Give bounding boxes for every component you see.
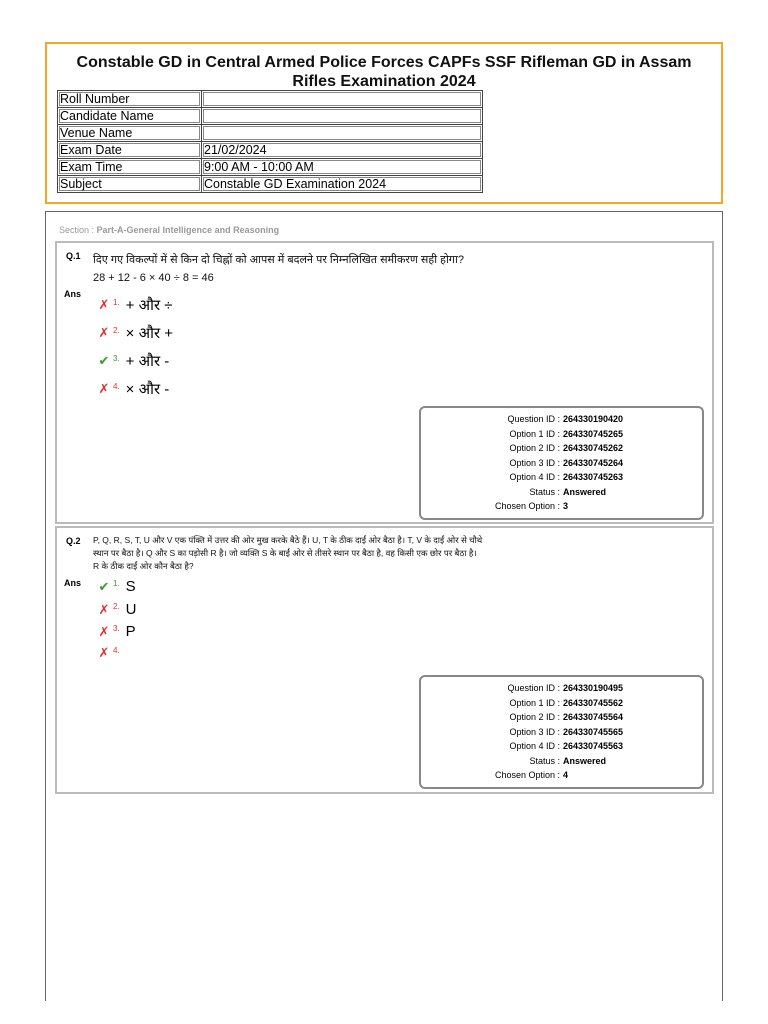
question-card-2 — [55, 526, 714, 794]
meta-value: Answered — [563, 486, 607, 497]
meta-row — [421, 470, 702, 485]
question-text-line3: R के ठीक दाईं ओर कौन बैठा है? — [93, 561, 194, 571]
cross-icon: ✗ — [98, 601, 110, 617]
meta-value: 264330745563 — [563, 741, 624, 751]
meta-label: Option 2 ID : — [509, 712, 560, 722]
meta-row — [421, 696, 702, 711]
option-3 — [97, 351, 169, 371]
meta-value: 4 — [563, 770, 569, 780]
option-4 — [97, 646, 126, 660]
cross-icon: ✗ — [98, 325, 110, 340]
cross-icon: ✗ — [98, 297, 110, 312]
info-label: Exam Date — [58, 142, 202, 159]
question-text-line2: स्थान पर बैठा है। Q और S का पड़ोसी R है। जो व्यक्ति S के बाईं ओर से तीसरे स्थान पर बैठा है, वह किसी एक छोर पर बैठा है। — [93, 548, 477, 558]
meta-label: Option 4 ID : — [509, 472, 560, 482]
meta-row — [421, 725, 702, 740]
info-label: Venue Name — [58, 125, 202, 142]
exam-title-line1: Constable GD in Central Armed Police Forces CAPFs SSF Rifleman GD in Assam — [76, 54, 692, 71]
question-meta-box — [419, 406, 704, 520]
meta-row — [421, 441, 702, 456]
meta-label: Chosen Option : — [494, 501, 560, 511]
meta-row — [421, 427, 702, 442]
info-value — [202, 91, 483, 108]
meta-value: 264330745562 — [563, 697, 624, 708]
info-row — [58, 142, 483, 159]
info-row — [58, 108, 483, 125]
check-icon: ✔ — [98, 578, 110, 594]
meta-value: 3 — [563, 501, 569, 511]
meta-row — [421, 681, 702, 696]
info-row — [58, 159, 483, 176]
meta-row — [421, 456, 702, 471]
info-label: Subject — [58, 176, 202, 193]
question-text: दिए गए विकल्पों में से किन दो चिह्नों को आपस में बदलने पर निम्नलिखित समीकरण सही होगा? — [93, 254, 464, 266]
question-meta-box — [419, 675, 704, 789]
option-4 — [97, 379, 169, 399]
info-row — [58, 176, 483, 193]
section-label — [59, 225, 279, 235]
meta-row — [421, 499, 702, 514]
info-value: Constable GD Examination 2024 — [202, 176, 483, 193]
exam-title-line2: Rifles Examination 2024 — [292, 73, 476, 90]
info-label: Candidate Name — [58, 108, 202, 125]
section-name: Part-A-General Intelligence and Reasoning — [96, 225, 280, 235]
meta-value: 264330745564 — [563, 712, 624, 722]
info-value — [202, 125, 483, 142]
question-equation: 28 + 12 - 6 × 40 ÷ 8 = 46 — [93, 272, 214, 284]
meta-value: Answered — [563, 755, 607, 766]
option-text: × और - — [125, 381, 170, 398]
section-prefix: Section : — [59, 225, 97, 235]
meta-label: Status : — [529, 486, 560, 497]
meta-label: Option 3 ID : — [509, 726, 560, 737]
cross-icon: ✗ — [98, 645, 110, 660]
info-value: 21/02/2024 — [202, 142, 483, 159]
meta-label: Status : — [529, 755, 560, 766]
meta-row — [421, 412, 702, 427]
meta-value: 264330190420 — [563, 414, 624, 424]
option-number: 3. — [113, 353, 120, 363]
meta-label: Option 4 ID : — [509, 741, 560, 751]
option-1 — [97, 578, 136, 595]
question-card-1 — [55, 241, 714, 524]
option-text: U — [125, 601, 137, 618]
meta-label: Option 3 ID : — [509, 457, 560, 468]
meta-value: 264330745264 — [563, 457, 624, 468]
exam-header — [45, 42, 723, 204]
meta-value: 264330745565 — [563, 726, 624, 737]
meta-label: Question ID : — [507, 414, 560, 424]
option-2 — [97, 323, 173, 343]
meta-value: 264330745263 — [563, 472, 624, 482]
meta-value: 264330745262 — [563, 443, 624, 453]
cross-icon: ✗ — [98, 381, 110, 396]
meta-row — [421, 710, 702, 725]
question-text-line1: P, Q, R, S, T, U और V एक पंक्ति में उत्तर की ओर मुख करके बैठे हैं। U, T के ठीक दाईं ओर बैठा है। T, V के दाईं ओर से चौथे — [93, 535, 483, 545]
cross-icon: ✗ — [98, 623, 110, 639]
meta-row — [421, 485, 702, 500]
check-icon: ✔ — [98, 353, 110, 368]
meta-row — [421, 754, 702, 769]
option-number: 4. — [113, 645, 120, 655]
info-row — [58, 125, 483, 142]
question-number: Q.2 — [66, 536, 81, 546]
option-number: 3. — [113, 624, 120, 633]
meta-label: Chosen Option : — [494, 770, 560, 780]
info-label: Exam Time — [58, 159, 202, 176]
option-number: 4. — [113, 381, 120, 391]
answer-label: Ans — [64, 289, 82, 299]
meta-label: Option 1 ID : — [509, 697, 560, 708]
option-text: + और ÷ — [125, 297, 173, 314]
meta-row — [421, 739, 702, 754]
exam-title — [47, 44, 721, 91]
meta-value: 264330745265 — [563, 428, 624, 439]
meta-row — [421, 768, 702, 783]
option-number: 2. — [113, 325, 120, 335]
option-number: 2. — [113, 602, 120, 611]
meta-label: Question ID : — [507, 683, 560, 693]
option-text: S — [125, 578, 136, 595]
candidate-info-table — [57, 90, 483, 193]
option-text: P — [125, 623, 136, 640]
option-number: 1. — [113, 297, 120, 307]
answer-label: Ans — [64, 578, 82, 588]
info-value — [202, 108, 483, 125]
option-number: 1. — [113, 579, 120, 588]
option-1 — [97, 295, 172, 315]
option-3 — [97, 623, 136, 640]
info-row — [58, 91, 483, 108]
meta-label: Option 1 ID : — [509, 428, 560, 439]
info-label: Roll Number — [58, 91, 202, 108]
option-text: × और + — [125, 325, 174, 342]
meta-value: 264330190495 — [563, 683, 624, 693]
option-text: + और - — [125, 353, 170, 370]
meta-label: Option 2 ID : — [509, 443, 560, 453]
question-number: Q.1 — [66, 251, 81, 261]
info-value: 9:00 AM - 10:00 AM — [202, 159, 483, 176]
option-2 — [97, 601, 137, 618]
